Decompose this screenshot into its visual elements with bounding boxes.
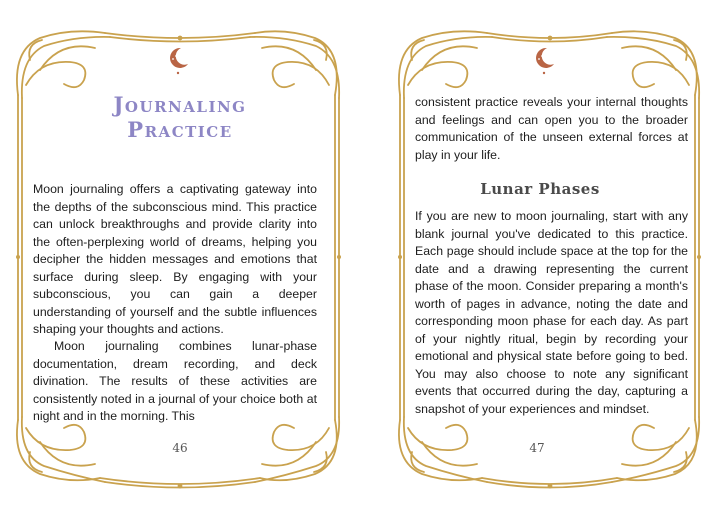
crescent-moon-icon (166, 46, 190, 76)
right-page (360, 0, 720, 514)
section-heading: Lunar Phases (480, 180, 600, 198)
page-title: Journaling Practice (113, 92, 247, 142)
crescent-moon-icon (532, 46, 556, 76)
body-paragraph: Moon journaling combines lunar-phase documentation, dream recording, and deck divination. The results of these activities are consistently noted in a journal of your choice both at night and in the morning. This (33, 339, 317, 423)
body-paragraph: Moon journaling offers a captivating gateway into the depths of the subconscious mind. This practice can unlock breakthroughs and provide clarity into the often-perplexing world of dreams, helping you decipher the hidden messages and emotions that surface during sleep. By engaging with your subconscious, you can gain a deeper understanding of yourself and the subtle influences shaping your thoughts and actions. (33, 182, 317, 336)
body-paragraph: consistent practice reveals your internal thoughts and feelings and can open you to the broader communication of the unseen external forces at play in your life. (415, 95, 688, 162)
page-number: 47 (529, 441, 545, 455)
page-number: 46 (172, 441, 188, 455)
body-paragraph: If you are new to moon journaling, start with any blank journal you've dedicated to this practice. Each page should include space at the top for the date and a drawing representing the current phase of the moon. Consider preparing a month's worth of pages in advance, noting the date and corresponding moon phase for each day. As part of your nightly ritual, begin by recording your emotional and physical state before going to bed. You may also choose to note any significant events that occurred during the day, capturing a snapshot of your experiences and mindset. (415, 209, 688, 416)
